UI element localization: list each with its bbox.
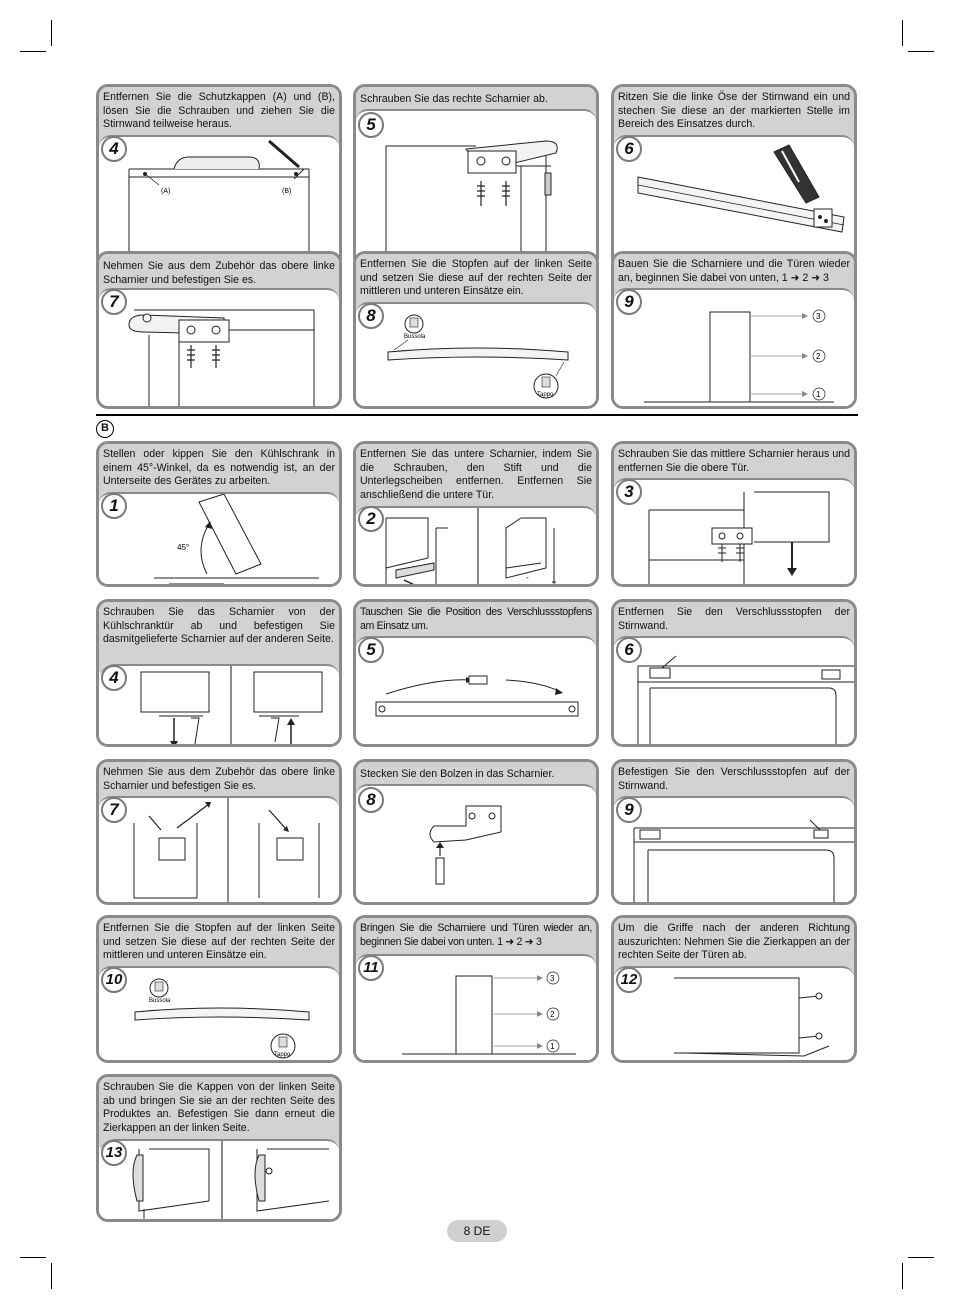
minus-sign: - xyxy=(526,573,529,582)
step-illustration xyxy=(356,302,596,406)
handle-cap-drawing xyxy=(614,968,854,1060)
step-number: 2 xyxy=(358,506,384,532)
step-panel-a6 xyxy=(611,84,857,270)
insert-plug-drawing xyxy=(356,304,596,406)
step-panel-b4 xyxy=(96,599,342,747)
step-text: Bringen Sie die Scharniere und Türen wieder an, beginnen Sie dabei von unten. 1 ➜ 2 ➜ 3 xyxy=(356,918,596,964)
bussola-label: Bussola xyxy=(404,334,426,340)
step-illustration xyxy=(99,664,339,744)
lower-hinge-drawing xyxy=(356,508,596,584)
step-panel-a8 xyxy=(353,251,599,409)
label-a: (A) xyxy=(161,188,171,195)
step-text: Stellen oder kippen Sie den Kühlschrank in einem 45°-Winkel, da es notwendig ist, an der Unterseite des Gerätes zu arbeiten. xyxy=(99,444,339,502)
step-text: Schrauben Sie das Scharnier von der Kühlschranktür ab und befestigen Sie dasmitgelieferte Scharnier auf der anderen Seite. xyxy=(99,602,339,672)
step-illustration xyxy=(99,288,339,406)
step-panel-b2 xyxy=(353,441,599,587)
step-illustration xyxy=(614,796,854,902)
bolt-drawing xyxy=(356,786,596,902)
sub-divider xyxy=(477,508,479,584)
crop-mark xyxy=(51,20,52,46)
upper-hinge-drawing xyxy=(99,798,339,902)
step-text: Bauen Sie die Scharniere und die Türen wieder an, beginnen Sie dabei von unten, 1 ➜ 2 ➜ 3 xyxy=(614,254,854,302)
step-number: 5 xyxy=(358,112,384,138)
step-text: Entfernen Sie das untere Scharnier, indem Sie die Schrauben, den Stift und die Unterlegscheiben entfernen. Entfernen Sie anschließend die untere Tür. xyxy=(356,444,596,514)
step-number: 6 xyxy=(616,136,642,162)
step-number: 6 xyxy=(616,637,642,663)
step-illustration xyxy=(614,966,854,1060)
crop-mark xyxy=(908,1257,934,1258)
front-plug-drawing xyxy=(614,638,854,744)
step-illustration xyxy=(614,478,854,584)
step-panel-b9 xyxy=(611,759,857,905)
step-illustration xyxy=(99,796,339,902)
step-text: Entfernen Sie die Schutzkappen (A) und (B), lösen Sie die Schrauben und ziehen Sie die Stirnwand teilweise heraus. xyxy=(99,87,339,147)
label-b: (B) xyxy=(282,188,292,195)
step-panel-b12 xyxy=(611,915,857,1063)
sub-divider xyxy=(230,666,232,744)
marker-3: 3 xyxy=(550,974,555,983)
cap-swap-drawing xyxy=(99,1141,339,1219)
reassembly-drawing xyxy=(356,956,596,1060)
crop-mark xyxy=(51,1263,52,1289)
step-illustration xyxy=(356,636,596,744)
front-panel-drawing xyxy=(99,137,339,267)
marker-3: 3 xyxy=(816,312,821,321)
step-text: Befestigen Sie den Verschlussstopfen auf der Stirnwand. xyxy=(614,762,854,806)
step-number: 4 xyxy=(101,665,127,691)
insert-plug-swap-drawing xyxy=(356,638,596,744)
step-text: Entfernen Sie die Stopfen auf der linken Seite und setzen Sie diese auf der rechten Seite der mittleren und unteren Einsätze ein. xyxy=(99,918,339,976)
bussola-label: Bussola xyxy=(149,998,171,1004)
crop-mark xyxy=(902,20,903,46)
step-number: 1 xyxy=(101,493,127,519)
step-illustration xyxy=(356,109,596,267)
cutter-drawing xyxy=(614,137,854,267)
step-panel-b1 xyxy=(96,441,342,587)
marker-2: 2 xyxy=(816,352,821,361)
step-illustration xyxy=(99,135,339,267)
tappo-label: Tappo xyxy=(274,1052,291,1058)
step-panel-b10 xyxy=(96,915,342,1063)
step-text: Tauschen Sie die Position des Verschlussstopfens am Einsatz um. xyxy=(356,602,596,646)
step-number: 9 xyxy=(616,289,642,315)
step-number: 7 xyxy=(101,797,127,823)
step-number: 11 xyxy=(358,955,384,981)
step-text: Stecken Sie den Bolzen in das Scharnier. xyxy=(356,762,596,794)
step-panel-b13 xyxy=(96,1074,342,1222)
crop-mark xyxy=(902,1263,903,1289)
step-number: 7 xyxy=(101,289,127,315)
sub-divider xyxy=(221,1141,223,1219)
crop-mark xyxy=(908,51,934,52)
step-number: 3 xyxy=(616,479,642,505)
step-number: 8 xyxy=(358,303,384,329)
front-plug-fit-drawing xyxy=(614,798,854,902)
section-divider xyxy=(96,414,858,416)
hinge-drawing xyxy=(356,111,596,267)
step-illustration xyxy=(614,288,854,406)
step-text: Entfernen Sie die Stopfen auf der linken Seite und setzen Sie diese auf der rechten Seite der mittleren und unteren Einsätze ein. xyxy=(356,254,596,316)
step-illustration xyxy=(99,492,339,584)
section-b-badge: B xyxy=(96,420,114,438)
step-number: 12 xyxy=(616,967,642,993)
crop-mark xyxy=(20,1257,46,1258)
step-illustration xyxy=(614,636,854,744)
step-panel-a4 xyxy=(96,84,342,270)
step-number: 13 xyxy=(101,1140,127,1166)
marker-2: 2 xyxy=(550,1010,555,1019)
step-panel-b11 xyxy=(353,915,599,1063)
reassembly-drawing xyxy=(614,290,854,406)
step-text: Schrauben Sie die Kappen von der linken Seite ab und bringen Sie sie an der rechten Seite des Produktes an. Befestigen Sie dann erneut die Zierkappen an der linken Seite. xyxy=(99,1077,339,1147)
step-text: Entfernen Sie den Verschlussstopfen der Stirnwand. xyxy=(614,602,854,646)
angle-label: 45° xyxy=(177,543,190,552)
step-illustration xyxy=(356,954,596,1060)
door-hinge-drawing xyxy=(99,666,339,744)
step-text: Ritzen Sie die linke Öse der Stirnwand ein und stechen Sie diese an der markierten Stelle im Bereich des Einsatzes durch. xyxy=(614,87,854,147)
page-number-badge: 8 DE xyxy=(447,1220,507,1242)
step-number: 8 xyxy=(358,787,384,813)
step-text: Nehmen Sie aus dem Zubehör das obere linke Scharnier und befestigen Sie es. xyxy=(99,254,339,302)
step-illustration xyxy=(99,966,339,1060)
step-text: Um die Griffe nach der anderen Richtung auszurichten: Nehmen Sie die Zierkappen an der rechten Seite der Türen ab. xyxy=(614,918,854,976)
tappo-label: Tappo xyxy=(537,392,554,398)
step-text: Schrauben Sie das mittlere Scharnier heraus und entfernen Sie die obere Tür. xyxy=(614,444,854,488)
step-number: 5 xyxy=(358,637,384,663)
step-panel-b3 xyxy=(611,441,857,587)
step-illustration xyxy=(99,1139,339,1219)
step-number: 9 xyxy=(616,797,642,823)
step-text: Schrauben Sie das rechte Scharnier ab. xyxy=(356,87,596,127)
step-panel-b8 xyxy=(353,759,599,905)
step-illustration xyxy=(614,135,854,267)
hinge-drawing xyxy=(99,290,339,406)
step-text: Nehmen Sie aus dem Zubehör das obere linke Scharnier und befestigen Sie es. xyxy=(99,762,339,806)
step-number: 10 xyxy=(101,967,127,993)
insert-plug-drawing xyxy=(99,968,339,1060)
step-panel-a9 xyxy=(611,251,857,409)
sub-divider xyxy=(227,798,229,902)
step-illustration xyxy=(356,784,596,902)
step-panel-b5 xyxy=(353,599,599,747)
step-panel-b6 xyxy=(611,599,857,747)
step-panel-b7 xyxy=(96,759,342,905)
middle-hinge-drawing xyxy=(614,480,854,584)
tilt-drawing xyxy=(99,494,339,584)
crop-mark xyxy=(20,51,46,52)
marker-1: 1 xyxy=(550,1042,555,1051)
step-panel-a5 xyxy=(353,84,599,270)
marker-1: 1 xyxy=(816,390,821,399)
step-number: 4 xyxy=(101,136,127,162)
step-illustration xyxy=(356,506,596,584)
step-panel-a7 xyxy=(96,251,342,409)
